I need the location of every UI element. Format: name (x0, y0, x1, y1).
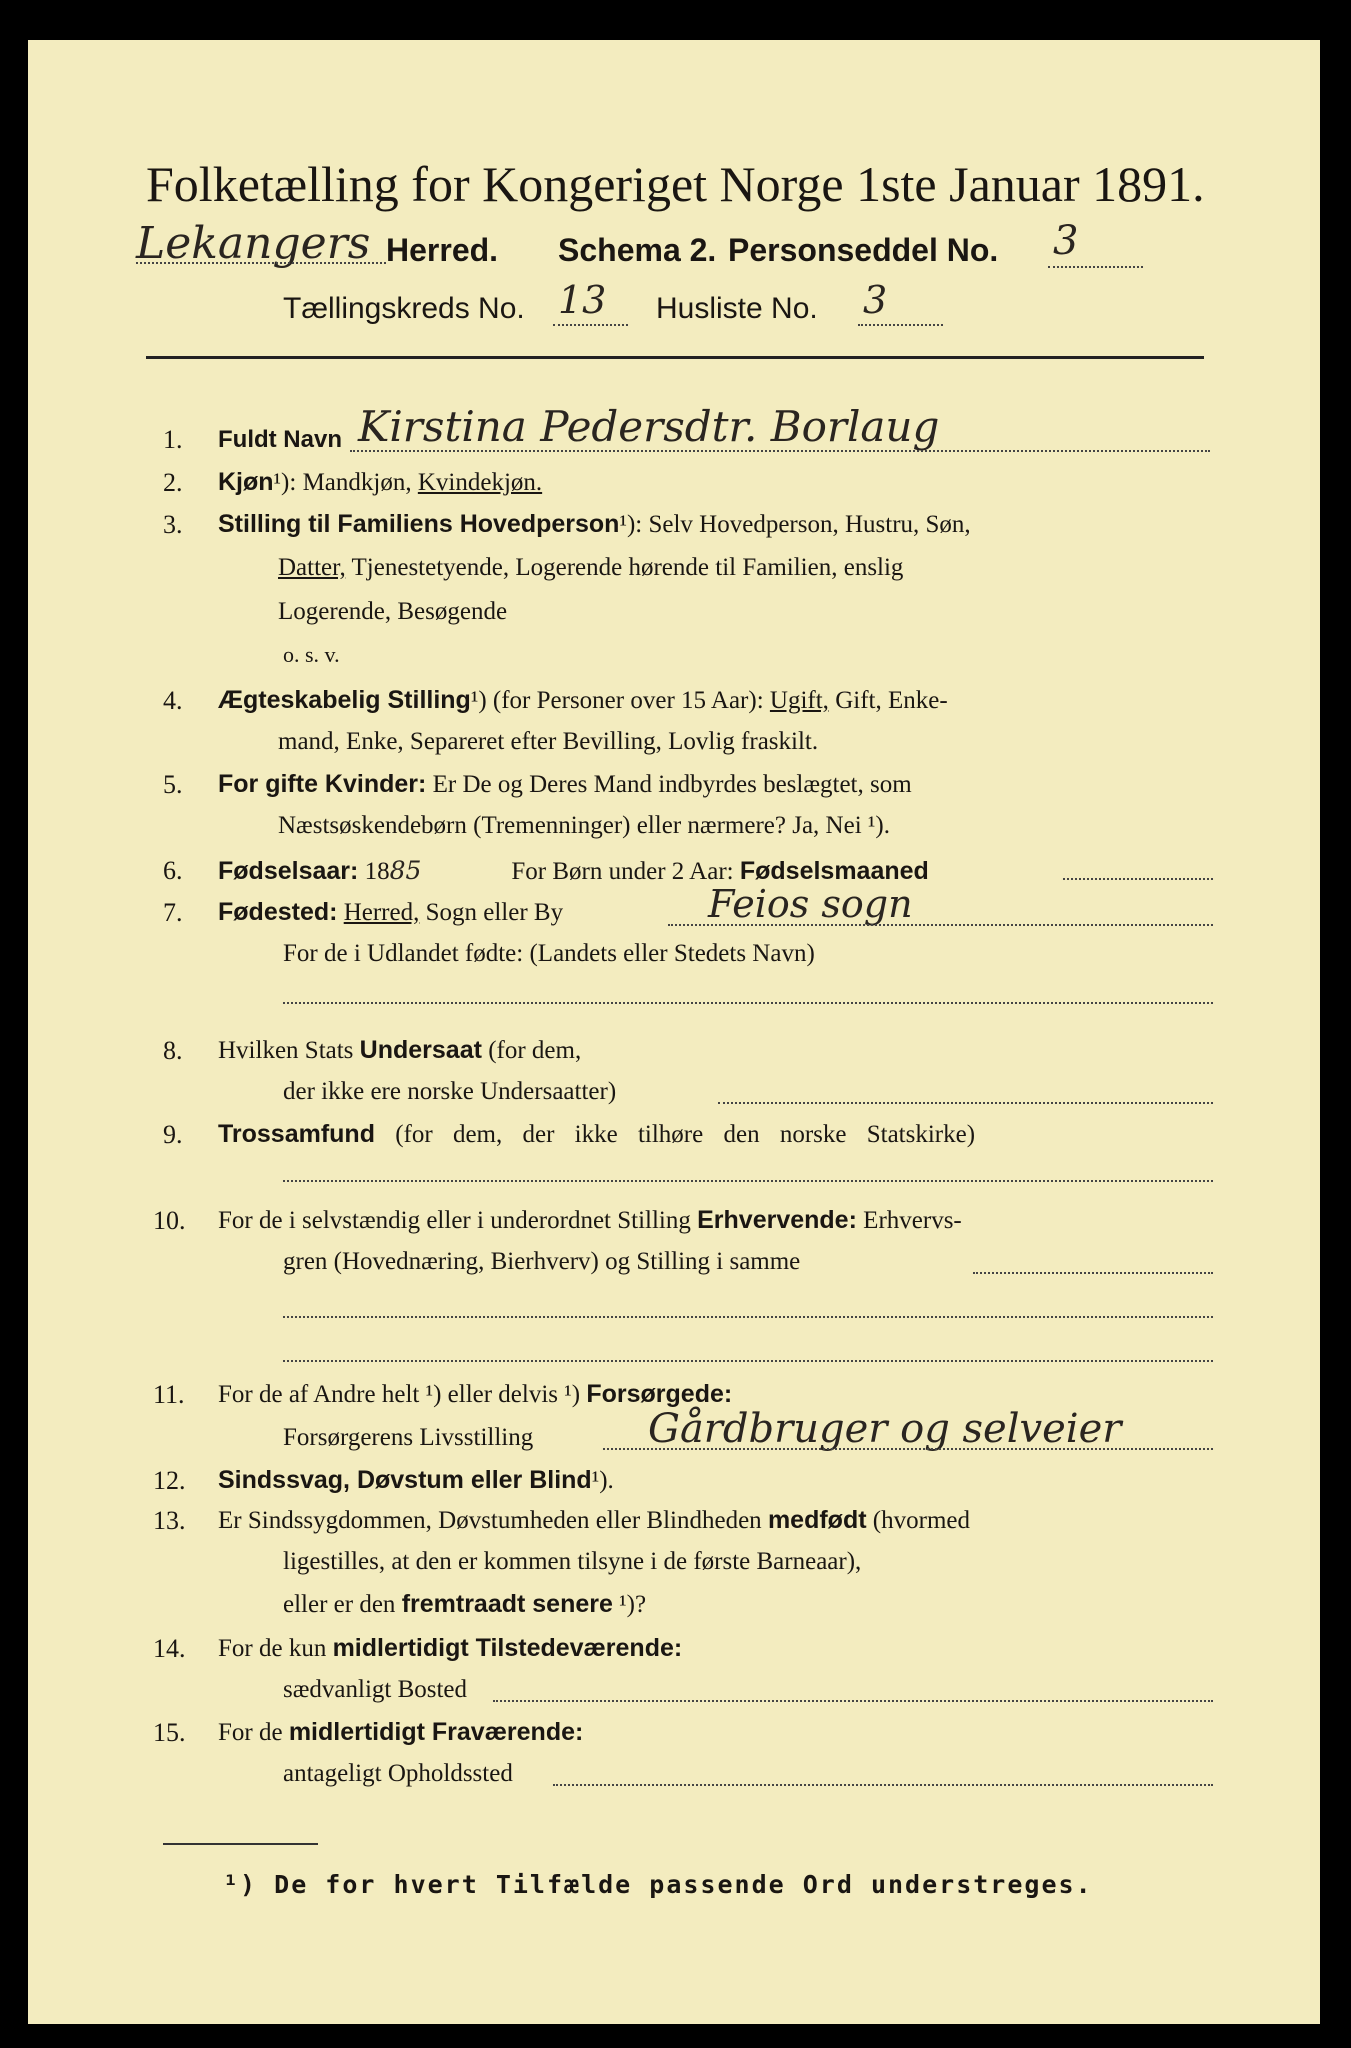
q7-value: Feios sogn (708, 882, 913, 926)
q2-line: Kjøn¹): Mandkjøn, Kvindekjøn. (218, 468, 543, 496)
q13-line3: eller er den fremtraadt senere ¹)? (283, 1590, 647, 1618)
q5-number: 5. (163, 770, 183, 799)
q5-line1: For gifte Kvinder: Er De og Deres Mand indbyrdes beslægtet, som (218, 770, 912, 798)
q2-number: 2. (163, 468, 183, 497)
q3-line2: Datter, Tjenestetyende, Logerende hørende til Familien, enslig (278, 554, 904, 581)
q4-line1: Ægteskabelig Stilling¹) (for Personer over 15 Aar): Ugift, Gift, Enke- (218, 686, 948, 714)
q11-number: 11. (153, 1380, 185, 1409)
footnote: ¹) De for hvert Tilfælde passende Ord understreges. (223, 1870, 1093, 1899)
q6-value: 85 (389, 856, 422, 885)
q12-line: Sindssvag, Døvstum eller Blind¹). (218, 1466, 614, 1494)
q12-number: 12. (153, 1466, 186, 1495)
q5-line2: Næstsøskendebørn (Tremenninger) eller nærmere? Ja, Nei ¹). (278, 812, 890, 839)
q11-value: Gårdbruger og selveier (648, 1406, 1122, 1452)
q6-line: Fødselsaar: 1885 For Børn under 2 Aar: Fødselsmaaned (218, 856, 929, 885)
kreds-value: 13 (558, 278, 607, 322)
q3-selected: Datter, (278, 554, 346, 581)
personseddel-label: Personseddel No. (728, 232, 999, 268)
kreds-label: Tællingskreds No. (283, 292, 525, 325)
footnote-rule (163, 1843, 318, 1845)
q8-number: 8. (163, 1036, 183, 1065)
q9-number: 9. (163, 1120, 183, 1149)
q3-number: 3. (163, 510, 183, 539)
q10-line1: For de i selvstændig eller i underordnet Stilling Erhvervende: Erhvervs- (218, 1206, 962, 1234)
q14-line2: sædvanligt Bosted (283, 1676, 468, 1703)
q13-line1: Er Sindssygdommen, Døvstumheden eller Blindheden medfødt (hvormed (218, 1506, 970, 1534)
q9-line: Trossamfund (for dem, der ikke tilhøre den norske Statskirke) (218, 1120, 976, 1148)
q1-value: Kirstina Pedersdtr. Borlaug (358, 402, 940, 451)
q13-number: 13. (153, 1506, 186, 1535)
q1-label: Fuldt Navn (218, 426, 342, 453)
q14-line1: For de kun midlertidigt Tilstedeværende: (218, 1634, 683, 1662)
q3-line1: Stilling til Familiens Hovedperson¹): Selv Hovedperson, Hustru, Søn, (218, 510, 971, 538)
q11-line1: For de af Andre helt ¹) eller delvis ¹) Forsørgede: (218, 1380, 733, 1408)
header-rule (146, 356, 1204, 359)
q7-line2: For de i Udlandet fødte: (Landets eller Stedets Navn) (283, 940, 815, 967)
q6-number: 6. (163, 856, 183, 885)
q7-selected: Herred, (343, 899, 420, 926)
q8-line2: der ikke ere norske Undersaatter) (283, 1078, 617, 1105)
q1-number: 1. (163, 425, 183, 454)
form-title: Folketælling for Kongeriget Norge 1ste Januar 1891. (146, 156, 1205, 212)
husliste-label: Husliste No. (656, 292, 818, 325)
herred-label: Herred. (386, 232, 499, 268)
q7-number: 7. (163, 898, 183, 927)
q4-number: 4. (163, 686, 183, 715)
q4-line2: mand, Enke, Separeret efter Bevilling, Lovlig fraskilt. (278, 728, 819, 755)
q10-number: 10. (153, 1206, 186, 1235)
q3-line4: o. s. v. (283, 642, 340, 667)
q8-line1: Hvilken Stats Undersaat (for dem, (218, 1036, 582, 1064)
census-form (28, 40, 1320, 2024)
herred-value: Lekangers (136, 218, 371, 269)
q3-line3: Logerende, Besøgende (278, 598, 508, 625)
q14-number: 14. (153, 1634, 186, 1663)
q10-line2: gren (Hovednæring, Bierhverv) og Stilling i samme (283, 1248, 801, 1275)
q11-line2: Forsørgerens Livsstilling (283, 1424, 534, 1451)
husliste-value: 3 (863, 278, 888, 322)
personseddel-value: 3 (1053, 218, 1079, 264)
q15-line1: For de midlertidigt Fraværende: (218, 1718, 584, 1746)
q7-line1: Fødested: Herred, Sogn eller By (218, 898, 564, 926)
q15-line2: antageligt Opholdssted (283, 1760, 513, 1787)
q13-line2: ligestilles, at den er kommen tilsyne i de første Barneaar), (283, 1548, 862, 1575)
q2-selected: Kvindekjøn. (417, 469, 543, 496)
schema-label: Schema 2. (558, 232, 717, 268)
q4-selected: Ugift, (769, 687, 829, 714)
q15-number: 15. (153, 1718, 186, 1747)
